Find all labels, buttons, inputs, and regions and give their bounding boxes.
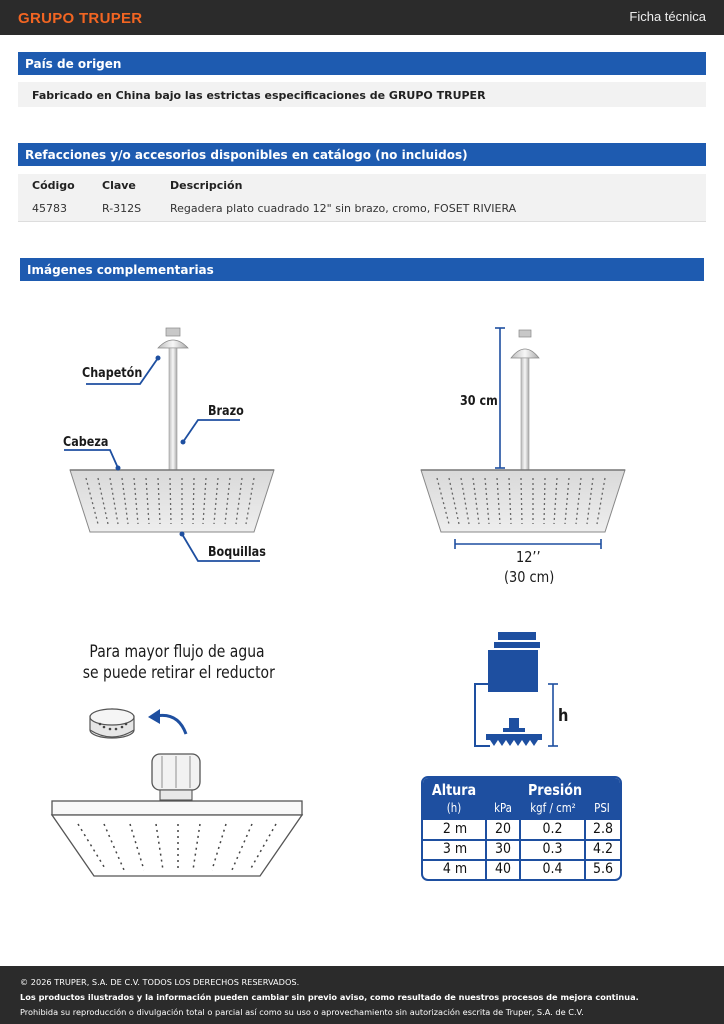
header-altura: Altura <box>431 781 477 799</box>
cell-altura-3: 4 m <box>442 861 468 877</box>
cell-psi-3: 5.6 <box>592 861 614 877</box>
top-bar <box>0 0 724 35</box>
footer-copyright: © 2026 TRUPER, S.A. DE C.V. TODOS LOS DERECHOS RESERVADOS. <box>20 977 300 987</box>
header-kpa: kPa <box>494 801 512 815</box>
cell-kgf-1: 0.2 <box>542 821 563 837</box>
cell-kgf-2: 0.3 <box>542 841 563 857</box>
reducer-text-line2: se puede retirar el reductor <box>82 663 275 683</box>
cell-altura-2: 3 m <box>442 841 468 857</box>
column-header-key: Clave <box>102 179 136 192</box>
cell-psi-1: 2.8 <box>592 821 614 837</box>
section-origin-header: País de origen <box>18 52 706 75</box>
cell-kpa-2: 30 <box>494 841 512 857</box>
label-width-30cm: (30 cm) <box>504 568 555 586</box>
column-divider <box>485 820 487 881</box>
cell-kpa-1: 20 <box>494 821 512 837</box>
reducer-removal-diagram <box>48 700 308 882</box>
header-altura-unit: (h) <box>446 801 462 815</box>
shower-dimensions-diagram <box>415 322 635 552</box>
table-cell-key[interactable]: R-312S <box>102 202 142 215</box>
column-header-description: Descripción <box>170 179 243 192</box>
brand-logo[interactable]: GRUPO TRUPER <box>18 10 143 27</box>
origin-text: Fabricado en China bajo las estrictas especificaciones de GRUPO TRUPER <box>18 82 706 107</box>
header-psi: PSI <box>594 801 610 815</box>
footer-legal-notice: Prohibida su reproducción o divulgación total o parcial así como su uso o aprovechamiento sin autorización escrita de Truper, S.A. de C.V. <box>20 1007 584 1017</box>
water-tank-height-diagram <box>470 630 570 752</box>
cell-kpa-3: 40 <box>494 861 512 877</box>
column-divider <box>584 820 586 881</box>
table-cell-description: Regadera plato cuadrado 12" sin brazo, cromo, FOSET RIVIERA <box>170 202 517 215</box>
label-chapeton: Chapetón <box>82 366 143 381</box>
label-width-12in: 12’’ <box>516 548 541 566</box>
table-cell-code: 45783 <box>32 202 67 215</box>
label-cabeza: Cabeza <box>63 435 109 450</box>
label-brazo: Brazo <box>208 404 244 419</box>
section-images-header: Imágenes complementarias <box>20 258 704 281</box>
reducer-text-line1: Para mayor flujo de agua <box>89 642 265 662</box>
label-height-30cm: 30 cm <box>460 394 498 409</box>
footer-disclaimer: Los productos ilustrados y la información pueden cambiar sin previo aviso, como resultado de nuestros procesos de mejora continua. <box>20 992 639 1002</box>
label-boquillas: Boquillas <box>208 545 266 560</box>
cell-psi-2: 4.2 <box>592 841 614 857</box>
document-type: Ficha técnica <box>629 9 706 24</box>
header-kgf: kgf / cm² <box>530 801 576 815</box>
header-presion: Presión <box>527 781 583 799</box>
cell-altura-1: 2 m <box>442 821 468 837</box>
footer <box>0 966 724 1024</box>
label-h: h <box>558 706 569 726</box>
accessories-table <box>18 174 706 222</box>
column-header-code: Código <box>32 179 75 192</box>
section-accessories-header: Refacciones y/o accesorios disponibles en catálogo (no incluidos) <box>18 143 706 166</box>
column-divider <box>519 820 521 881</box>
pressure-table <box>421 776 622 881</box>
cell-kgf-3: 0.4 <box>542 861 563 877</box>
